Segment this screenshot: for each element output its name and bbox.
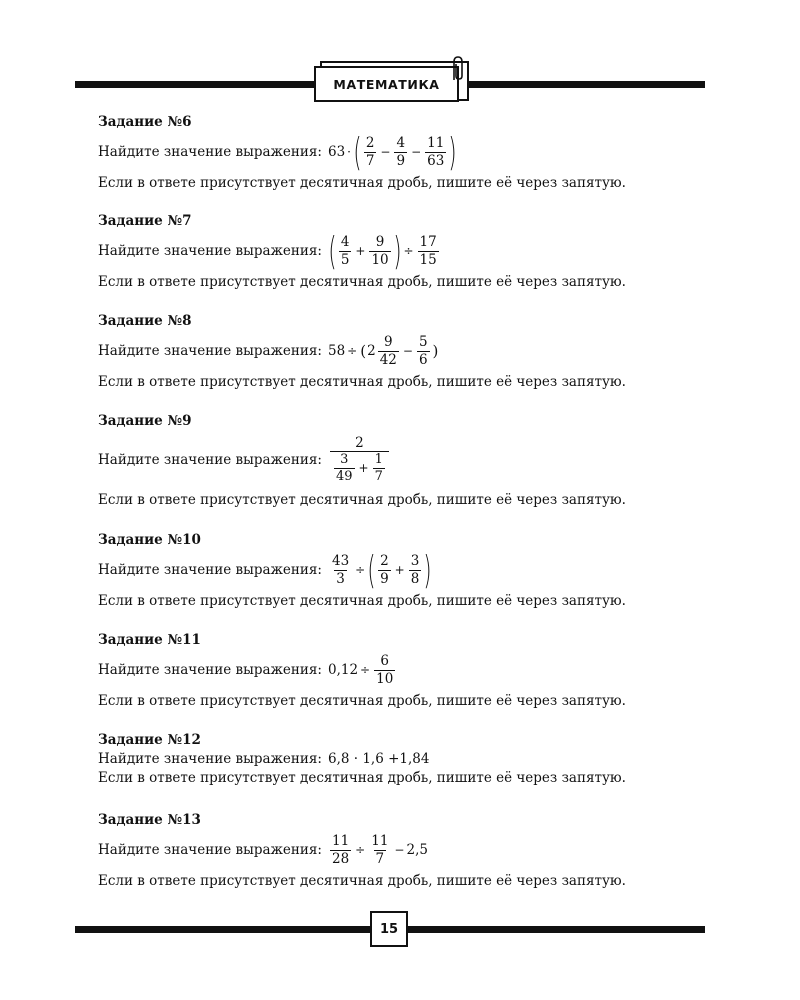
denominator: 7 xyxy=(374,469,383,485)
denominator: 15 xyxy=(419,251,437,268)
task-title: Задание №9 xyxy=(98,413,192,429)
expr-operator: + xyxy=(394,563,405,577)
numerator: 11 xyxy=(371,833,389,850)
expression xyxy=(328,548,432,592)
fraction xyxy=(330,834,351,865)
expr-operator: − xyxy=(402,344,413,358)
task-8 xyxy=(98,312,626,391)
decimal-note: Если в ответе присутствует десятичная дробь, пишите её через запятую. xyxy=(98,770,626,786)
task-expression-line xyxy=(98,749,626,768)
prompt-label: Найдите значение выражения: xyxy=(98,243,322,259)
expression xyxy=(328,654,397,685)
task-title: Задание №10 xyxy=(98,532,201,548)
expr-operator: · xyxy=(347,145,351,159)
numerator: 2 xyxy=(380,553,389,570)
expr-operator: ÷ xyxy=(360,663,371,677)
fraction xyxy=(373,453,385,483)
decimal-note: Если в ответе присутствует десятичная дробь, пишите её через запятую. xyxy=(98,873,626,889)
denominator: 7 xyxy=(375,850,385,867)
task-10 xyxy=(98,531,626,610)
task-title: Задание №12 xyxy=(98,732,201,748)
expr-number: 58 xyxy=(327,343,346,359)
denominator: 10 xyxy=(371,251,389,268)
task-expression-line xyxy=(98,649,626,691)
numerator: 6 xyxy=(380,653,389,670)
expr-operator: − xyxy=(394,843,405,857)
expression xyxy=(328,335,439,366)
fraction xyxy=(339,235,352,266)
expr-number: 2,5 xyxy=(406,842,428,858)
task-expression-line xyxy=(98,549,626,591)
denominator: 6 xyxy=(418,351,428,368)
expression xyxy=(328,834,428,865)
fraction xyxy=(374,654,395,685)
denominator: 9 xyxy=(380,570,389,587)
fraction xyxy=(330,554,351,585)
numerator: 1 xyxy=(374,452,383,468)
task-title: Задание №7 xyxy=(98,213,192,229)
numerator: 43 xyxy=(331,553,350,570)
task-expression-line xyxy=(98,131,626,173)
task-12 xyxy=(98,731,626,787)
fraction xyxy=(394,136,407,167)
task-11 xyxy=(98,631,626,710)
numerator: 3 xyxy=(410,553,420,570)
page-number: 15 xyxy=(379,921,399,937)
task-title: Задание №6 xyxy=(98,114,192,130)
expression xyxy=(328,229,441,273)
decimal-note: Если в ответе присутствует десятичная дробь, пишите её через запятую. xyxy=(98,274,626,290)
numerator: 11 xyxy=(427,135,445,152)
numerator: 4 xyxy=(340,234,350,251)
prompt-label: Найдите значение выражения: xyxy=(98,562,322,578)
mixed-whole: 2 xyxy=(367,343,376,359)
expression: 6,8 · 1,6 +1,84 xyxy=(327,750,430,767)
numerator: 2 xyxy=(355,435,364,452)
right-paren: ) xyxy=(448,130,457,174)
denominator: 8 xyxy=(410,570,420,587)
expr-number: 63 xyxy=(327,144,346,160)
prompt-label: Найдите значение выражения: xyxy=(98,662,322,678)
expr-operator: ÷ xyxy=(355,563,366,577)
left-paren: ( xyxy=(328,229,337,273)
left-paren: ( xyxy=(360,341,367,360)
denominator: 3 xyxy=(336,570,345,587)
fraction xyxy=(334,453,355,483)
complex-fraction xyxy=(330,436,389,483)
fraction xyxy=(417,335,430,366)
task-7 xyxy=(98,212,626,291)
task-6 xyxy=(98,113,626,192)
fraction xyxy=(369,834,390,865)
fraction xyxy=(418,235,439,266)
denominator: 49 xyxy=(335,469,353,485)
expr-operator: ÷ xyxy=(355,843,366,857)
task-title: Задание №13 xyxy=(98,812,201,828)
prompt-label: Найдите значение выражения: xyxy=(98,452,322,468)
denominator: 9 xyxy=(396,152,406,169)
decimal-note: Если в ответе присутствует десятичная дробь, пишите её через запятую. xyxy=(98,492,626,508)
right-paren: ) xyxy=(432,341,439,360)
decimal-note: Если в ответе присутствует десятичная дробь, пишите её через запятую. xyxy=(98,593,626,609)
left-paren: ( xyxy=(367,548,376,592)
paperclip-icon xyxy=(446,54,468,84)
decimal-note: Если в ответе присутствует десятичная дробь, пишите её через запятую. xyxy=(98,374,626,390)
numerator: 2 xyxy=(365,135,375,152)
denominator: 63 xyxy=(427,152,445,169)
fraction xyxy=(369,235,390,266)
expr-operator: − xyxy=(380,145,391,159)
fraction xyxy=(378,335,399,366)
left-paren: ( xyxy=(353,130,362,174)
expr-number: 0,12 xyxy=(327,662,359,678)
task-expression-line xyxy=(98,330,626,372)
task-9 xyxy=(98,412,626,509)
numerator: 5 xyxy=(418,334,428,351)
task-expression-line xyxy=(98,829,626,871)
expr-operator: + xyxy=(355,244,366,258)
numerator: 4 xyxy=(396,135,406,152)
denominator xyxy=(330,451,389,483)
prompt-label: Найдите значение выражения: xyxy=(98,750,322,767)
denominator: 10 xyxy=(376,670,394,687)
numerator: 9 xyxy=(383,334,393,351)
header-title: МАТЕМАТИКА xyxy=(333,76,440,92)
denominator: 42 xyxy=(379,351,397,368)
denominator: 28 xyxy=(331,850,350,867)
task-title: Задание №8 xyxy=(98,313,192,329)
task-expression-line xyxy=(98,430,626,490)
prompt-label: Найдите значение выражения: xyxy=(98,144,322,160)
expr-operator: − xyxy=(411,145,422,159)
decimal-note: Если в ответе присутствует десятичная дробь, пишите её через запятую. xyxy=(98,693,626,709)
expr-operator: ÷ xyxy=(403,244,414,258)
expression xyxy=(327,130,457,174)
task-title: Задание №11 xyxy=(98,632,201,648)
numerator: 17 xyxy=(419,234,437,251)
task-expression-line xyxy=(98,230,626,272)
page-number-box xyxy=(370,911,408,947)
expr-operator: ÷ xyxy=(347,344,358,358)
header-box xyxy=(314,66,459,102)
numerator: 9 xyxy=(375,234,385,251)
prompt-label: Найдите значение выражения: xyxy=(98,343,322,359)
denominator: 5 xyxy=(340,251,350,268)
numerator: 3 xyxy=(340,452,349,468)
right-paren: ) xyxy=(392,229,402,273)
fraction xyxy=(409,554,422,585)
numerator: 11 xyxy=(331,833,350,850)
fraction xyxy=(364,136,377,167)
decimal-note: Если в ответе присутствует десятичная дробь, пишите её через запятую. xyxy=(98,175,626,191)
expr-operator: + xyxy=(358,461,369,476)
fraction xyxy=(425,136,446,167)
task-13 xyxy=(98,811,626,890)
prompt-label: Найдите значение выражения: xyxy=(98,842,322,858)
denominator: 7 xyxy=(365,152,375,169)
fraction xyxy=(378,554,391,585)
right-paren: ) xyxy=(423,548,432,592)
